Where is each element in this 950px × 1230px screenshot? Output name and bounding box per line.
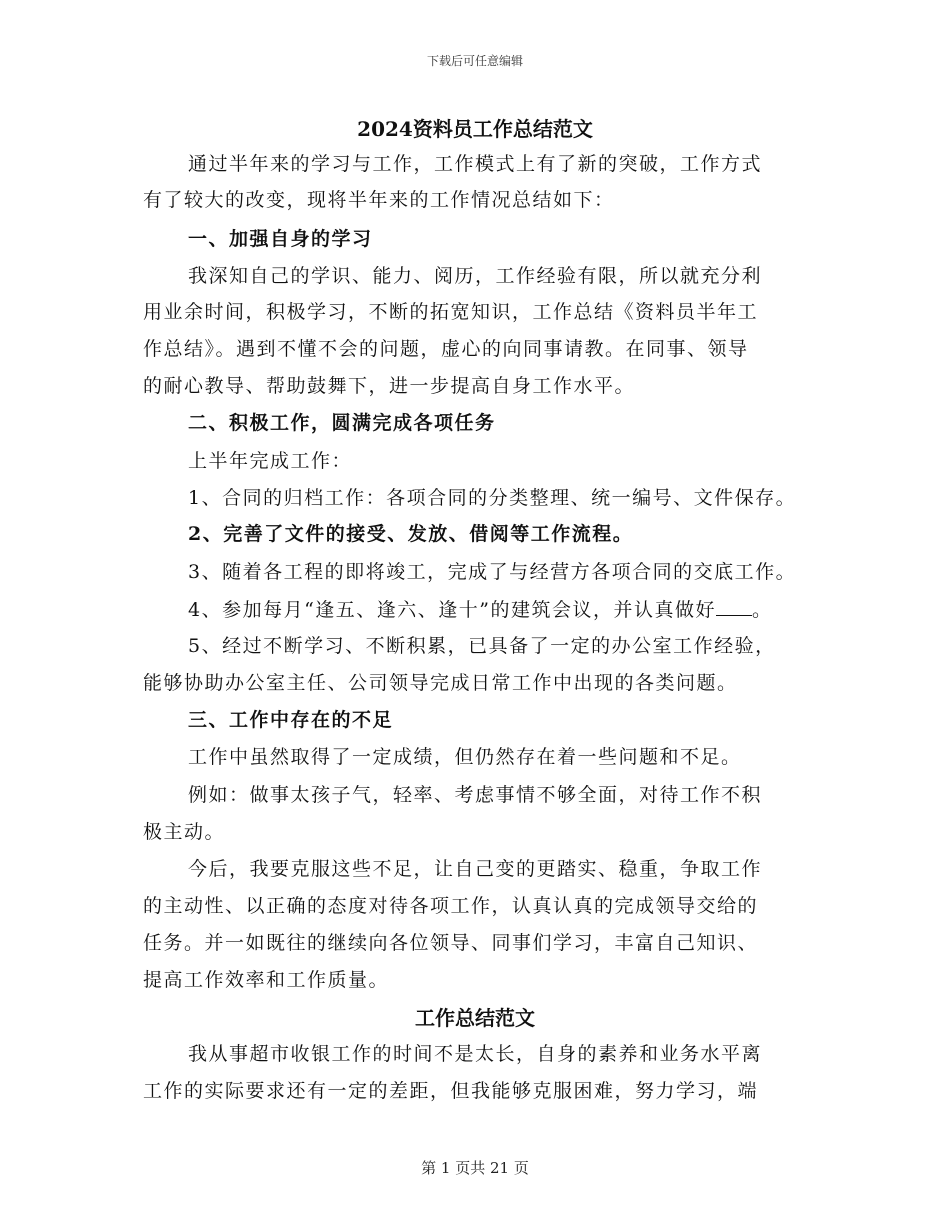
section1-heading: 一、加强自身的学习 (188, 228, 373, 250)
section1-line-1: 我深知自己的学识、能力、阅历，工作经验有限，所以就充分利 (188, 265, 763, 287)
fill-blank-underline (716, 597, 752, 616)
second-title: 工作总结范文 (415, 1006, 535, 1030)
item4-text: 4、参加每月“逢五、逢六、逢十”的建筑会议，并认真做好 (188, 599, 717, 621)
section3-example-line-1: 例如：做事太孩子气，轻率、考虑事情不够全面，对待工作不积 (188, 784, 763, 806)
section3-future-line-4: 提高工作效率和工作质量。 (143, 969, 390, 991)
item4-end: 。 (752, 599, 773, 621)
section2-item-5-line-1: 5、经过不断学习、不断积累，已具备了一定的办公室工作经验， (188, 635, 776, 657)
section3-example-line-2: 极主动。 (143, 821, 226, 843)
section2-heading: 二、积极工作，圆满完成各项任务 (188, 412, 496, 434)
section2-item-5-line-2: 能够协助办公室主任、公司领导完成日常工作中出现的各类问题。 (143, 672, 738, 694)
section3-future-line-2: 的主动性、以正确的态度对待各项工作，认真认真的完成领导交给的 (143, 895, 759, 917)
intro-line-2: 有了较大的改变，现将半年来的工作情况总结如下： (143, 189, 615, 211)
document-title: 2024资料员工作总结范文 (357, 117, 593, 141)
section3-heading: 三、工作中存在的不足 (188, 709, 394, 731)
section2-item-2: 2、完善了文件的接受、发放、借阅等工作流程。 (188, 523, 634, 545)
section1-line-4: 的耐心教导、帮助鼓舞下，进一步提高自身工作水平。 (143, 375, 636, 397)
section2-subheading: 上半年完成工作： (188, 450, 353, 472)
intro-line-1: 通过半年来的学习与工作，工作模式上有了新的突破，工作方式 (188, 153, 763, 175)
section3-line-1: 工作中虽然取得了一定成绩，但仍然存在着一些问题和不足。 (188, 746, 742, 768)
section2-item-3: 3、随着各工程的即将竣工，完成了与经营方各项合同的交底工作。 (188, 561, 797, 583)
section3-future-line-3: 任务。并一如既往的继续向各位领导、同事们学习，丰富自己知识、 (143, 932, 759, 954)
section1-line-3: 作总结》。遇到不懂不会的问题，虚心的向同事请教。在同事、领导 (143, 338, 749, 360)
second-body-line-1: 我从事超市收银工作的时间不是太长，自身的素养和业务水平离 (188, 1043, 763, 1065)
section3-future-line-1: 今后，我要克服这些不足，让自己变的更踏实、稳重，争取工作 (188, 858, 763, 880)
section2-item-4 (188, 597, 848, 622)
page-footer: 第 1 页共 21 页 (421, 1159, 529, 1177)
second-body-line-2: 工作的实际要求还有一定的差距，但我能够克服困难，努力学习，端 (143, 1080, 759, 1102)
section2-item-1: 1、合同的归档工作：各项合同的分类整理、统一编号、文件保存。 (188, 487, 797, 509)
page-header: 下载后可任意编辑 (426, 54, 523, 68)
section1-line-2: 用业余时间，积极学习，不断的拓宽知识，工作总结《资料员半年工 (143, 301, 759, 323)
